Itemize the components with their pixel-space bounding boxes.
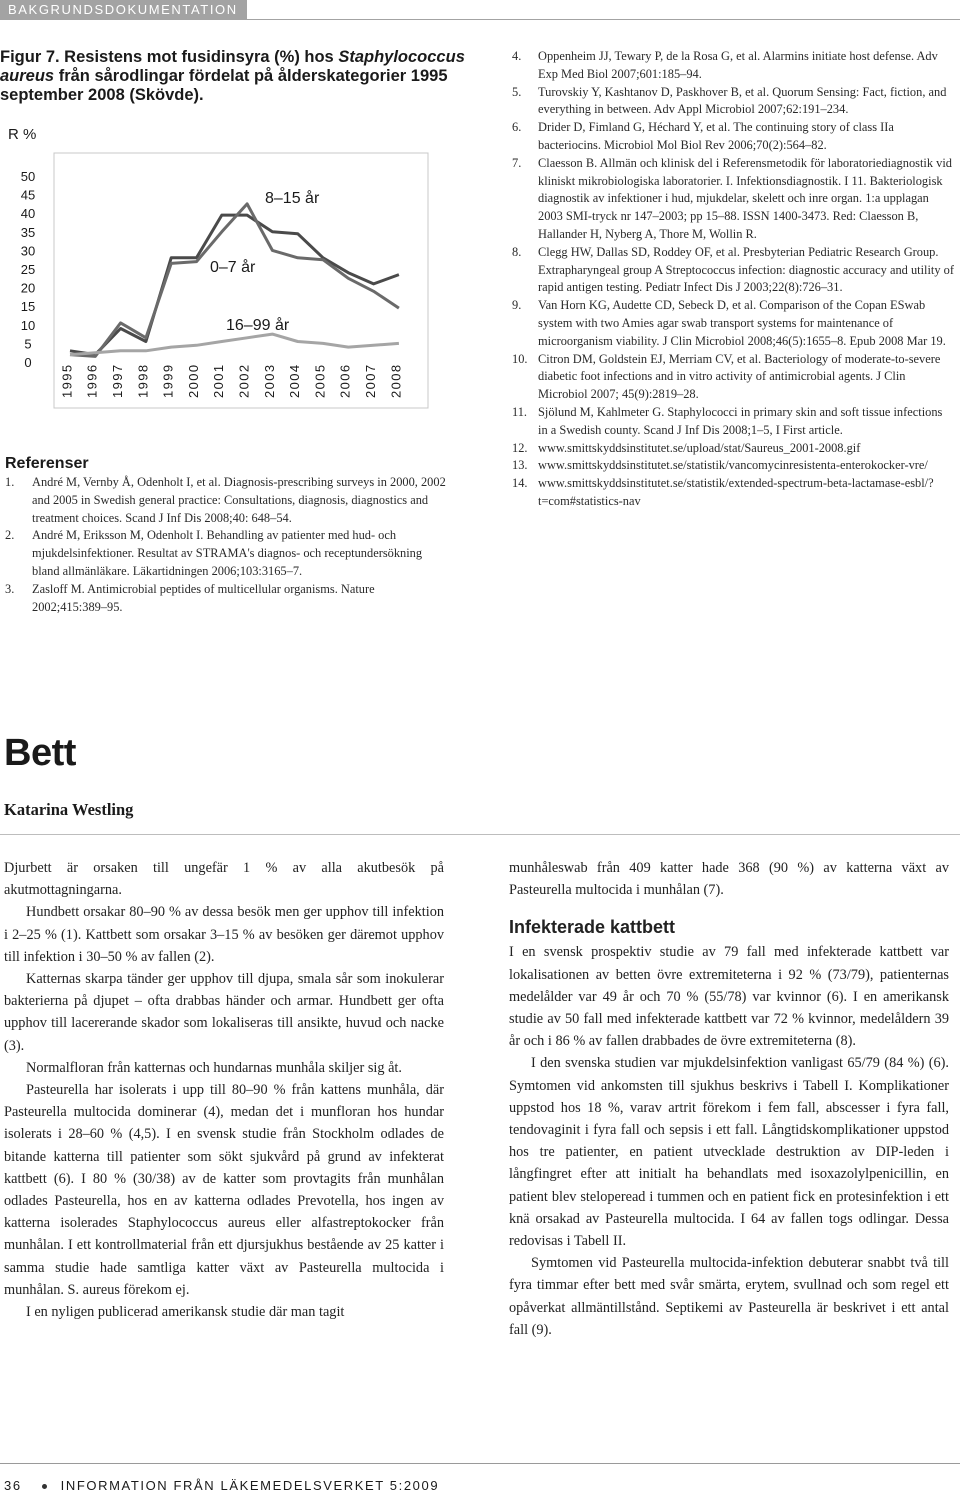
- reference-item: [5, 581, 447, 617]
- x-tick-label: 2004: [287, 363, 303, 398]
- x-tick-label: 2007: [363, 363, 379, 398]
- reference-text: André M, Vernby Å, Odenholt I, et al. Diagnosis-prescribing surveys in 2000, 2002 and 2005 in Swedish general practice: Consultations, diagnosis, diagnostics and treatment choices. Scand J Inf Dis 2008;40: 648–54.: [32, 475, 446, 525]
- y-tick-label: 50: [20, 169, 36, 184]
- reference-number: 11.: [512, 404, 528, 419]
- reference-number: 5.: [512, 84, 522, 99]
- x-tick-label: 1998: [135, 363, 151, 398]
- resistance-line-chart: [0, 140, 440, 425]
- reference-text: Van Horn KG, Audette CD, Sebeck D, et al. Comparison of the Copan ESwab system with two Amies agar swab transport systems for maintenance of microorganism viability. J Clin Microbiol 2008;46(5):1655–8. Epub 2008 Mar 19.: [538, 298, 946, 348]
- x-tick-label: 1997: [110, 363, 126, 398]
- figure-caption: [0, 48, 470, 105]
- page-number: 36: [4, 1478, 22, 1493]
- reference-text: Clegg HW, Dallas SD, Roddey OF, et al. Presbyterian Pediatric Research Group. Extrapharyngeal group A Streptococcus infection: diagnostic accuracy and utility of rapid antigen testing. Pediatr Infect Dis J 2003;22(8):726–31.: [538, 244, 954, 295]
- reference-item: [512, 244, 954, 297]
- x-tick-label: 2005: [312, 363, 328, 398]
- article-column-left: [4, 857, 444, 1323]
- x-tick-label: 1996: [84, 363, 100, 398]
- body-paragraph: Hundbett orsakar 80–90 % av dessa besök men ger upphov till infektion i 2–25 % (1). Kattbett som orsakar 3–15 % av besöken ger däremot upphov till infektion i 30–50 % av fallen (2).: [4, 904, 444, 965]
- reference-text: Sjölund M, Kahlmeter G. Staphylococci in primary skin and soft tissue infections in a Swedish county. Scand J Inf Dis 2008;1–5, I First article.: [538, 404, 943, 437]
- x-tick-label: 2006: [337, 363, 353, 398]
- body-paragraph: I en nyligen publicerad amerikansk studie där man tagit: [26, 1304, 345, 1321]
- page-header: [0, 0, 960, 20]
- y-tick-label: 35: [20, 224, 36, 240]
- x-tick-label: 2003: [261, 363, 277, 398]
- reference-text: Citron DM, Goldstein EJ, Merriam CV, et al. Bacteriology of moderate-to-severe diabetic foot infections and in vitro activity of antimicrobial agents. J Clin Microbiol 2007; 45(9):2819–28.: [538, 351, 941, 402]
- reference-number: 10.: [512, 351, 528, 366]
- author-divider: [0, 834, 960, 835]
- section-label: BAKGRUNDSDOKUMENTATION: [8, 2, 238, 17]
- reference-text: Claesson B. Allmän och klinisk del i Referensmetodik för laboratoriediagnostik vid kliniskt mikrobiologiska laboratorier. I. Infektionsdiagnostik. I 11. Bakteriologisk diagnostik av infektioner i hud, mjukdelar, skelett och inre organ. 1:a upplagan 2003 SMI-tryck nr 147–2003; pp 15–88. ISSN 1400-3473. Red: Claesson B, Hallander H, Nyberg A, Thore M, Wollin R.: [538, 155, 952, 241]
- series-label: 0–7 år: [210, 259, 256, 276]
- header-rule: [0, 19, 960, 20]
- reference-item: [5, 527, 447, 580]
- reference-item: [512, 457, 954, 475]
- reference-item: [512, 351, 954, 404]
- x-tick-label: 1999: [160, 363, 176, 398]
- section-tab: [0, 0, 247, 20]
- bullet-separator: [42, 1484, 47, 1489]
- reference-item: [512, 475, 954, 511]
- reference-number: 7.: [512, 155, 522, 170]
- reference-item: [512, 119, 954, 155]
- reference-text: www.smittskyddsinstitutet.se/upload/stat/Saureus_2001-2008.gif: [538, 440, 861, 455]
- reference-text: Zasloff M. Antimicrobial peptides of multicellular organisms. Nature 2002;415:389–95.: [32, 581, 375, 614]
- reference-text: Turovskiy Y, Kashtanov D, Paskhover B, et al. Quorum Sensing: Fact, fiction, and everything in between. Adv Appl Microbiol 2007;62:191–234.: [538, 84, 947, 117]
- body-paragraph: I den svenska studien var mjukdelsinfektion vanligast 65/79 (84 %) (6). Symtomen vid ankomsten till sjukhus beskrivs i Tabell I. Komplikationer uppstod hos 18 %, varav artrit förekom i fem fall, abscesser i fyra fall, tendovaginit i fyra fall och sepsis i ett fall. Långtidskomplikationer uppstod hos tre patienter, en patient utvecklade destruktion av DIP-leden i långfingret efter att initialt ha behandlats med isoxazolylpenicillin, en patient blev steloperead i tummen och en patient fick en protesinfektion i ett knä orsakad av Pasteurella multocida. I 64 av fallen togs odlingar. Dessa redovisas i Tabell II.: [509, 1055, 949, 1250]
- article-author: Katarina Westling: [4, 800, 134, 819]
- reference-text: Oppenheim JJ, Tewary P, de la Rosa G, et al. Alarmins initiate host defense. Adv Exp Med Biol 2007;601:185–94.: [538, 49, 938, 81]
- references-list-right: [512, 48, 954, 511]
- y-tick-label: 20: [20, 280, 36, 296]
- body-paragraph: I en svensk prospektiv studie av 79 fall med infekterade kattbett var lokalisationen av betten övre extremiteterna i 92 % (73/79), patienternas medelålder var 49 år och 70 % (55/78) var kvinnor (6). I en amerikansk studie av 50 fall med infekterade kattbett var 72 % kvinnor, medelåldern 39 år och i 86 % av fallen drabbades de övre extremiteterna (8).: [509, 944, 949, 1050]
- caption-prefix: Figur 7. Resistens mot fusidinsyra (%) hos: [0, 48, 339, 66]
- footer-rule: [0, 1463, 960, 1464]
- reference-item: [512, 440, 954, 458]
- y-tick-label: 5: [24, 336, 32, 352]
- body-paragraph: Katternas skarpa tänder ger upphov till djupa, smala sår som inokulerar bakterierna på djupet – ofta drabbas händer och armar. Hundbett ger ofta upphov till lacererande skador som lokaliseras till ansikte, huvud och nacke (3).: [4, 971, 444, 1054]
- series-label: 8–15 år: [265, 190, 320, 207]
- x-tick-label: 2008: [388, 363, 404, 398]
- series-line: [70, 334, 399, 355]
- article-title: Bett: [4, 732, 76, 774]
- reference-item: [512, 297, 954, 350]
- references-heading: Referenser: [5, 455, 89, 472]
- chart-y-axis-title: R %: [8, 126, 37, 143]
- reference-number: 2.: [5, 528, 15, 543]
- reference-item: [512, 48, 954, 84]
- reference-text: André M, Eriksson M, Odenholt I. Behandling av patienter med hud- och mjukdelsinfektioner. Resultat av STRAMA's diagnos- och receptundersökning bland allmänläkare. Läkartidningen 2006;103:3165–7.: [32, 528, 423, 578]
- body-paragraph: munhåleswab från 409 katter hade 368 (90 %) av katterna växt av Pasteurella multocida i munhålan (7).: [509, 860, 949, 899]
- reference-item: [512, 84, 954, 120]
- reference-number: 12.: [512, 440, 528, 455]
- reference-item: [5, 474, 447, 527]
- body-paragraph: Normalfloran från katternas och hundarnas munhåla skiljer sig åt.: [26, 1059, 402, 1076]
- x-tick-label: 2002: [236, 363, 252, 398]
- x-tick-label: 1995: [59, 363, 75, 398]
- reference-number: 13.: [512, 458, 528, 473]
- references-list-left: [5, 474, 447, 616]
- reference-number: 8.: [512, 244, 522, 259]
- x-axis-ticks: [59, 363, 403, 398]
- y-tick-label: 25: [20, 262, 36, 277]
- y-tick-label: 30: [20, 243, 36, 259]
- series-label: 16–99 år: [226, 317, 290, 334]
- reference-text: www.smittskyddsinstitutet.se/statistik/vancomycinresistenta-enterokocker-vre/: [538, 458, 928, 473]
- x-tick-label: 2000: [185, 363, 201, 398]
- page-footer: [4, 1478, 439, 1493]
- reference-number: 4.: [512, 49, 522, 63]
- reference-number: 9.: [512, 298, 522, 313]
- body-paragraph: Pasteurella har isolerats i upp till 80–90 % från kattens munhåla, där Pasteurella multocida dominerar (4), medan det i munfloran hos hundar isolerats i 28–60 % (4,5). I en svensk studie från Stockholm odlades de bitande katterna till patienter som sökt sjukvård på grund av infekterat kattbett (6). I 80 % (30/38) av de katter som provtagits från munhålan odlades Pasteurella, hos en av katterna odlades Prevotella, hos ingen av katterna isolerades Staphylococcus aureus eller alfastreptokocker från munhålan. I ett kontrollmaterial från ett djursjukhus bestående av 25 katter i samma studie hade samtliga katter växt av Pasteurella multocida i munhålan. S. aureus förekom ej.: [4, 1082, 444, 1298]
- reference-text: Drider D, Fimland G, Héchard Y, et al. The continuing story of class IIa bacteriocins. Microbiol Mol Biol Rev 2006;70(2):564–82.: [538, 120, 894, 152]
- y-tick-label: 40: [20, 206, 36, 222]
- y-tick-label: 10: [20, 317, 36, 333]
- reference-number: 14.: [512, 476, 528, 491]
- reference-number: 1.: [5, 475, 15, 489]
- y-tick-label: 15: [20, 299, 36, 315]
- reference-item: [512, 404, 954, 440]
- reference-number: 3.: [5, 581, 15, 596]
- caption-suffix: från sårodlingar fördelat på ålderskategorier 1995 september 2008 (Skövde).: [0, 67, 448, 104]
- y-tick-label: 45: [20, 187, 36, 203]
- body-paragraph: Symtomen vid Pasteurella multocida-infektion debuterar snabbt två till fyra timmar efter bett med svår smärta, erytem, svullnad och som regel ett opåverkat allmäntillstånd. Septikemi av Pasteurella är beskrivet i ett antal fall (9).: [509, 1255, 949, 1338]
- caption-species: Staphylococcus aureus: [0, 48, 465, 85]
- body-paragraph: Djurbett är orsaken till ungefär 1 % av alla akutbesök på akutmottagningarna.: [4, 860, 444, 899]
- y-axis-ticks: [21, 169, 35, 370]
- x-tick-label: 2001: [211, 363, 227, 398]
- reference-item: [512, 155, 954, 244]
- article-column-right: [509, 857, 949, 1341]
- reference-text: www.smittskyddsinstitutet.se/statistik/extended-spectrum-beta-lactamase-esbl/?t=com#statistics-nav: [538, 476, 934, 508]
- reference-number: 6.: [512, 120, 522, 135]
- publication-name: INFORMATION FRÅN LÄKEMEDELSVERKET 5:2009: [60, 1478, 440, 1493]
- chart-series-labels: [210, 189, 320, 334]
- y-tick-label: 0: [24, 355, 32, 370]
- section-subheading: Infekterade kattbett: [509, 917, 676, 938]
